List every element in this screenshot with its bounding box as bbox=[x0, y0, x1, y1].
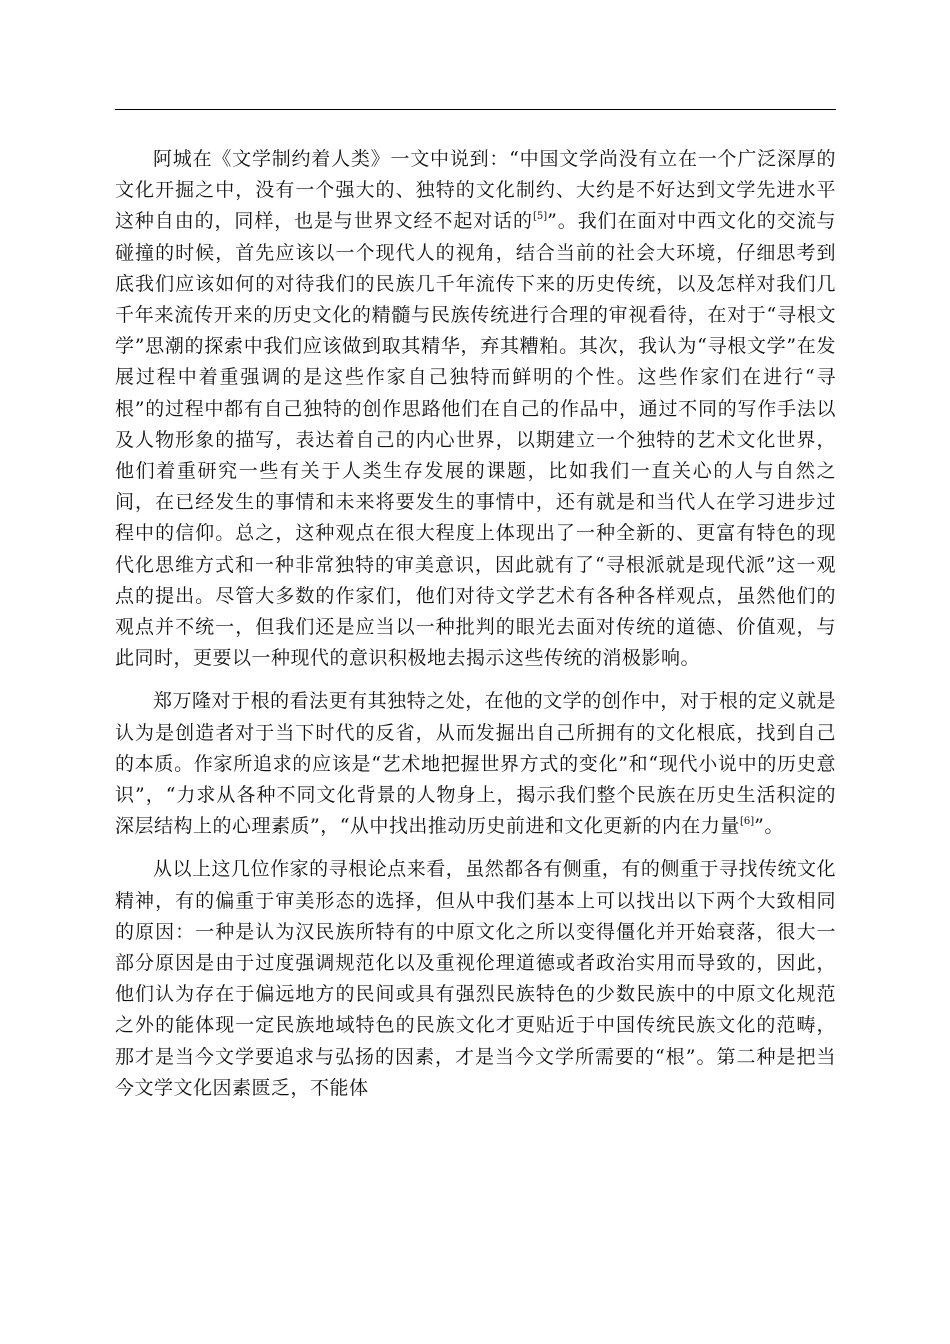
citation-marker: [5] bbox=[532, 211, 548, 223]
paragraph-text: 郑万隆对于根的看法更有其独特之处，在他的文学的创作中，对于根的定义就是认为是创造者对于当下时代的反省，从而发掘出自己所拥有的文化根底，找到自己的本质。作家所追求的应该是“艺术地把握世界方式的变化”和“现代小说中的历史意识”，“力求从各种不同文化背景的人物身上，揭示我们整个民族在历史生活积淀的深层结构上的心理素质”，“从中找出推动历史前进和文化更新的内在力量 bbox=[115, 690, 836, 838]
paragraph-text: ”。我们在面对中西文化的交流与碰撞的时候，首先应该以一个现代人的视角，结合当前的社会大环境，仔细思考到底我们应该如何的对待我们的民族几千年流传下来的历史传统，以及怎样对我们几千年来流传开来的历史文化的精髓与民族传统进行合理的审视看待，在对于“寻根文学”思潮的探索中我们应该做到取其精华，弃其糟粕。其次，我认为“寻根文学”在发展过程中着重强调的是这些作家自己独特而鲜明的个性。这些作家们在进行“寻根”的过程中都有自己独特的创作思路他们在自己的作品中，通过不同的写作手法以及人物形象的描写，表达着自己的内心世界，以期建立一个独特的艺术文化世界，他们着重研究一些有关于人类生存发展的课题，比如我们一直关心的人与自然之间，在已经发生的事情和未来将要发生的事情中，还有就是和当代人在学习进步过程中的信仰。总之，这种观点在很大程度上体现出了一种全新的、更富有特色的现代化思维方式和一种非常独特的审美意识，因此就有了“寻根派就是现代派”这一观点的提出。尽管大多数的作家们，他们对待文学艺术有各种各样观点，虽然他们的观点并不统一，但我们还是应当以一种批判的眼光去面对传统的道德、价值观，与此同时，更要以一种现代的意识积极地去揭示这些传统的消极影响。 bbox=[115, 210, 836, 670]
header-rule bbox=[115, 109, 836, 110]
paragraph-text: 从以上这几位作家的寻根论点来看，虽然都各有侧重，有的侧重于寻找传统文化精神，有的偏重于审美形态的选择，但从中我们基本上可以找出以下两个大致相同的原因：一种是认为汉民族所特有的中原文化之所以变得僵化并开始衰落，很大一部分原因是由于过度强调规范化以及重视伦理道德或者政治实用而导致的，因此，他们认为存在于偏远地方的民间或具有强烈民族特色的少数民族中的中原文化规范之外的能体现一定民族地域特色的民族文化才更贴近于中国传统民族文化的范畴，那才是当今文学要追求与弘扬的因素，才是当今文学所需要的“根”。第二种是把当今文学文化因素匮乏，不能体 bbox=[115, 858, 836, 1099]
paragraph-zheng-wanlong bbox=[115, 686, 836, 842]
paragraph-root-seeking-reasons bbox=[115, 854, 836, 1104]
paragraph-a-cheng-quote bbox=[115, 144, 836, 674]
citation-marker: [6] bbox=[739, 816, 755, 828]
paragraph-text: 阿城在《文学制约着人类》一文中说到：“中国文学尚没有立在一个广泛深厚的文化开掘之中，没有一个强大的、独特的文化制约、大约是不好达到文学先进水平这种自由的，同样，也是与世界文经不起对话的 bbox=[115, 148, 836, 233]
document-body bbox=[115, 144, 836, 1116]
paragraph-text: ”。 bbox=[754, 815, 784, 838]
